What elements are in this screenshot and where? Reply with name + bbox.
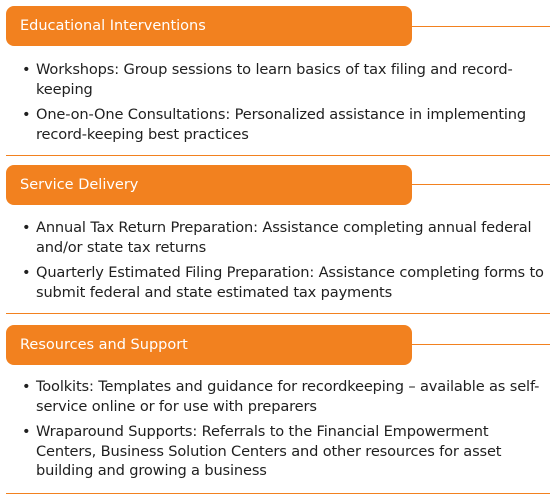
section-header: Service Delivery bbox=[6, 165, 412, 205]
item-lead: Quarterly Estimated Filing Preparation: bbox=[36, 264, 315, 281]
item-text: Group sessions to learn basics of tax filing and record-keeping bbox=[36, 61, 513, 98]
list-item bbox=[22, 377, 544, 416]
item-lead: Toolkits: bbox=[36, 378, 94, 395]
item-text: Personalized assistance in implementing record-keeping best practices bbox=[36, 106, 527, 143]
bullet-list bbox=[22, 218, 544, 308]
section-divider bbox=[412, 26, 550, 27]
item-text: Assistance completing forms to submit federal and state estimated tax payments bbox=[36, 264, 544, 301]
list-item bbox=[22, 218, 544, 257]
list-item bbox=[22, 422, 544, 481]
item-lead: Wraparound Supports: bbox=[36, 423, 198, 440]
item-lead: One-on-One Consultations: bbox=[36, 106, 231, 123]
section-divider bbox=[412, 184, 550, 185]
item-text: Referrals to the Financial Empowerment Centers, Business Solution Centers and other resources for asset building and growing a business bbox=[36, 423, 502, 479]
item-text: Templates and guidance for recordkeeping – available as self-service online or for use with preparers bbox=[36, 378, 540, 415]
section-divider bbox=[412, 344, 550, 345]
section-bottom-rule bbox=[6, 493, 550, 494]
section-header: Resources and Support bbox=[6, 325, 412, 365]
list-item bbox=[22, 105, 544, 144]
section-bottom-rule bbox=[6, 313, 550, 314]
bullet-list bbox=[22, 60, 544, 150]
list-item bbox=[22, 263, 544, 302]
section-header: Educational Interventions bbox=[6, 6, 412, 46]
bullet-list bbox=[22, 377, 544, 487]
item-text: Assistance completing annual federal and/or state tax returns bbox=[36, 219, 532, 256]
item-lead: Workshops: bbox=[36, 61, 120, 78]
list-item bbox=[22, 60, 544, 99]
item-lead: Annual Tax Return Preparation: bbox=[36, 219, 258, 236]
section-bottom-rule bbox=[6, 155, 550, 156]
